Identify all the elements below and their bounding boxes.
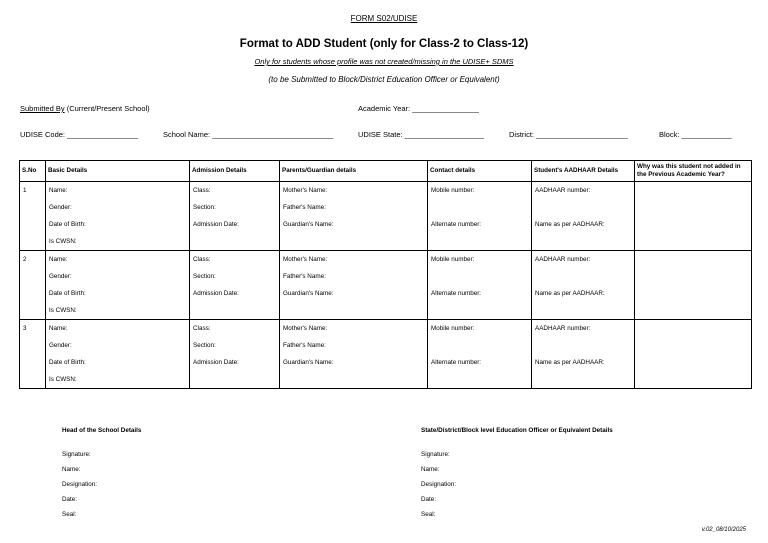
cwsn-label: Is CWSN: [49, 376, 77, 383]
header-basic: Basic Details [46, 161, 190, 182]
reason-cell[interactable] [635, 251, 752, 320]
alternate-label: Alternate number: [431, 221, 482, 228]
admission-date-label: Admission Date: [193, 290, 239, 297]
reason-cell[interactable] [635, 320, 752, 389]
aadhaar-name-label: Name as per AADHAAR: [535, 221, 605, 228]
reason-cell[interactable] [635, 182, 752, 251]
name-label: Name: [49, 187, 68, 194]
admission-details-cell[interactable] [190, 182, 280, 251]
dob-label: Date of Birth: [49, 221, 86, 228]
class-label: Class: [193, 187, 211, 194]
aadhaar-number-label: AADHAAR number: [535, 325, 591, 332]
parents-details-cell[interactable] [280, 182, 428, 251]
aadhaar-details-cell[interactable] [532, 182, 635, 251]
udise-code-field[interactable]: UDISE Code: _________________ [20, 130, 139, 139]
form-subtitle: Only for students whose profile was not created/missing in the UDISE+ SDMS [254, 57, 514, 66]
hos-seal-label[interactable]: Seal: [62, 511, 77, 518]
guardian-label: Guardian's Name: [283, 290, 334, 297]
mobile-label: Mobile number: [431, 325, 475, 332]
version-label: v.02_08/10/2025 [701, 527, 746, 533]
contact-details-cell[interactable] [428, 182, 532, 251]
officer-name-label[interactable]: Name: [421, 466, 440, 473]
table-header-row [20, 161, 752, 182]
header-aadhaar: Student's AADHAAR Details [532, 161, 635, 182]
dob-label: Date of Birth: [49, 290, 86, 297]
aadhaar-name-label: Name as per AADHAAR: [535, 359, 605, 366]
officer-details [421, 427, 613, 526]
cwsn-label: Is CWSN: [49, 307, 77, 314]
mobile-label: Mobile number: [431, 187, 475, 194]
admission-details-cell[interactable] [190, 251, 280, 320]
aadhaar-number-label: AADHAAR number: [535, 187, 591, 194]
header-contact: Contact details [428, 161, 532, 182]
basic-details-cell[interactable] [46, 320, 190, 389]
aadhaar-details-cell[interactable] [532, 320, 635, 389]
father-label: Father's Name: [283, 273, 326, 280]
header-sno: S.No [20, 161, 46, 182]
head-of-school-heading: Head of the School Details [62, 427, 142, 434]
alternate-label: Alternate number: [431, 359, 482, 366]
section-label: Section: [193, 204, 216, 211]
head-of-school-details [62, 427, 141, 526]
submitted-by-field [20, 104, 150, 113]
aadhaar-details-cell[interactable] [532, 251, 635, 320]
guardian-label: Guardian's Name: [283, 359, 334, 366]
form-title: Format to ADD Student (only for Class-2 to Class-12) [239, 38, 529, 50]
mother-label: Mother's Name: [283, 256, 328, 263]
gender-label: Gender: [49, 273, 72, 280]
table-row [20, 251, 752, 320]
parents-details-cell[interactable] [280, 320, 428, 389]
contact-details-cell[interactable] [428, 320, 532, 389]
header-parents: Parents/Guardian details [280, 161, 428, 182]
class-label: Class: [193, 325, 211, 332]
parents-details-cell[interactable] [280, 251, 428, 320]
sno-cell: 3 [20, 320, 46, 389]
father-label: Father's Name: [283, 342, 326, 349]
alternate-label: Alternate number: [431, 290, 482, 297]
sno-cell: 2 [20, 251, 46, 320]
name-label: Name: [49, 325, 68, 332]
class-label: Class: [193, 256, 211, 263]
officer-date-label[interactable]: Date: [421, 496, 437, 503]
student-table [19, 160, 752, 389]
cwsn-label: Is CWSN: [49, 238, 77, 245]
father-label: Father's Name: [283, 204, 326, 211]
table-row [20, 320, 752, 389]
table-row [20, 182, 752, 251]
mother-label: Mother's Name: [283, 187, 328, 194]
hos-name-label[interactable]: Name: [62, 466, 81, 473]
block-field[interactable]: Block: ____________ [659, 130, 732, 139]
header-admission: Admission Details [190, 161, 280, 182]
officer-seal-label[interactable]: Seal: [421, 511, 436, 518]
school-name-field[interactable]: School Name: _____________________________ [163, 130, 334, 139]
academic-year-field[interactable]: Academic Year: ________________ [358, 104, 479, 113]
udise-state-field[interactable]: UDISE State: ___________________ [358, 130, 484, 139]
gender-label: Gender: [49, 342, 72, 349]
officer-designation-label[interactable]: Designation: [421, 481, 457, 488]
submit-note: (to be Submitted to Block/District Education Officer or Equivalent) [268, 75, 500, 84]
officer-heading: State/District/Block level Education Officer or Equivalent Details [421, 427, 613, 434]
name-label: Name: [49, 256, 68, 263]
section-label: Section: [193, 273, 216, 280]
admission-details-cell[interactable] [190, 320, 280, 389]
header-reason: Why was this student not added in the Previous Academic Year? [635, 161, 752, 182]
admission-date-label: Admission Date: [193, 359, 239, 366]
section-label: Section: [193, 342, 216, 349]
hos-signature-label[interactable]: Signature: [62, 451, 91, 458]
hos-designation-label[interactable]: Designation: [62, 481, 98, 488]
aadhaar-number-label: AADHAAR number: [535, 256, 591, 263]
contact-details-cell[interactable] [428, 251, 532, 320]
submitted-by-label: Submitted By [20, 104, 65, 113]
guardian-label: Guardian's Name: [283, 221, 334, 228]
officer-signature-label[interactable]: Signature: [421, 451, 450, 458]
mobile-label: Mobile number: [431, 256, 475, 263]
admission-date-label: Admission Date: [193, 221, 239, 228]
mother-label: Mother's Name: [283, 325, 328, 332]
form-code: FORM S02/UDISE [350, 14, 418, 23]
district-field[interactable]: District: ______________________ [509, 130, 628, 139]
basic-details-cell[interactable] [46, 251, 190, 320]
aadhaar-name-label: Name as per AADHAAR: [535, 290, 605, 297]
basic-details-cell[interactable] [46, 182, 190, 251]
submitted-by-suffix: (Current/Present School) [66, 104, 150, 113]
gender-label: Gender: [49, 204, 72, 211]
sno-cell: 1 [20, 182, 46, 251]
dob-label: Date of Birth: [49, 359, 86, 366]
hos-date-label[interactable]: Date: [62, 496, 78, 503]
